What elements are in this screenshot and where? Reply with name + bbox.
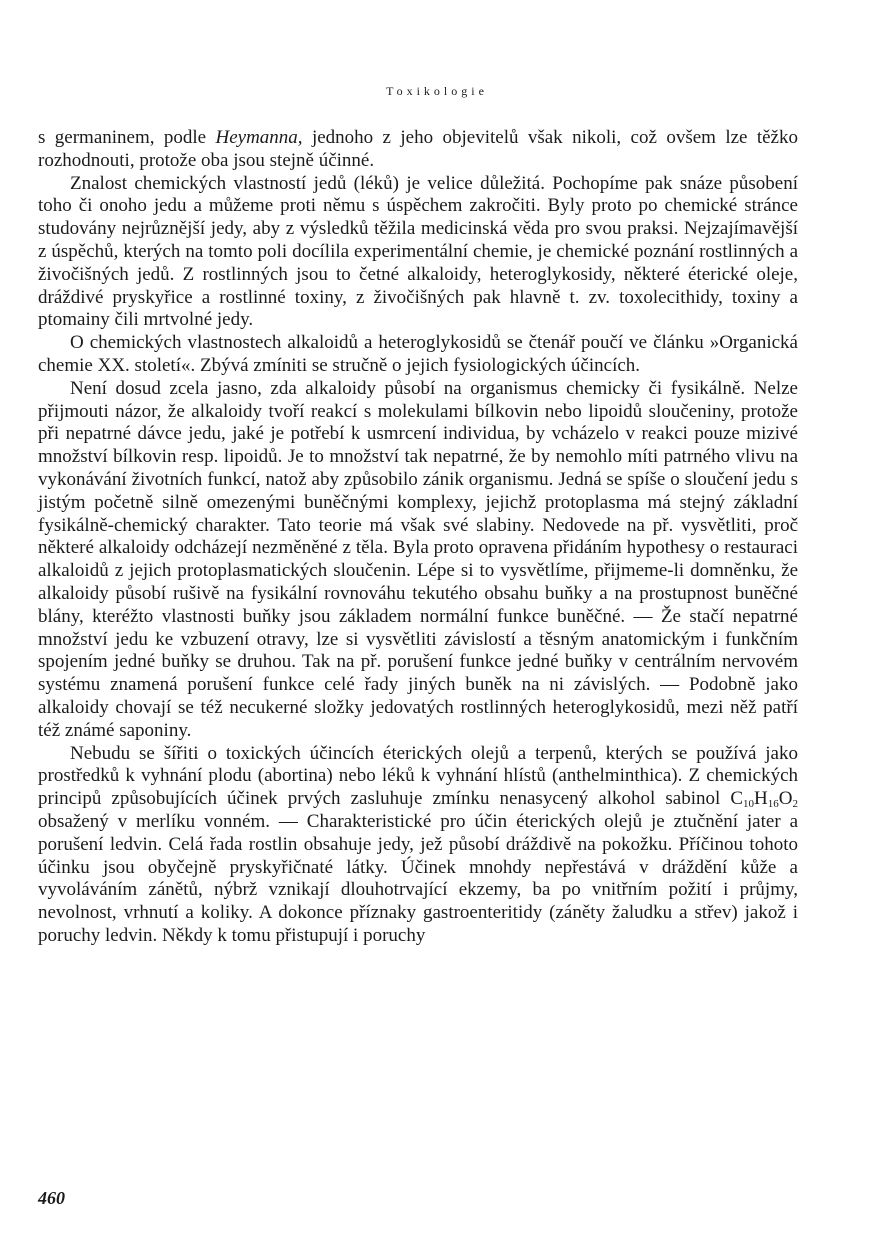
body-text	[38, 127, 798, 948]
formula-element: H	[754, 788, 768, 810]
paragraph-text: obsažený v merlíku vonném. — Charakteristické pro účin éterických olejů je ztučnění jater a porušení ledvin. Celá řada rostlin obsahuje jedy, jež působí dráždivě na pokožku. Příčinou tohoto účinku jsou obyčejně pryskyřičnaté látky. Účinek mnohdy nepřestává v dráždění kůže a vyvoláváním zánětů, nýbrž vznikají dlouhotrvající ekzemy, ba po vnitřním požití i průjmy, nevolnost, vrhnutí a koliky. A dokonce příznaky gastroenteritidy (záněty žaludku a střev) jakož i poruchy ledvin. Někdy k tomu přistupují i poruchy	[38, 810, 798, 946]
chemical-formula	[730, 788, 798, 809]
formula-element: O	[778, 788, 793, 810]
paragraph-essential-oils	[38, 743, 798, 948]
paragraph-chemical-properties: Znalost chemických vlastností jedů (léků) je velice důležitá. Pochopíme pak snáze působení toho či onoho jedu a můžeme proti němu s úspěchem zakročiti. Byly proto po chemické stránce studovány nejrůznější jedy, aby z výsledků těžila medicinská věda pro svou praksi. Nejzajímavější z úspěchů, kterých na tomto poli docílila experimentální chemie, je chemické poznání rostlinných a živočišných jedů. Z rostlinných jsou to četné alkaloidy, heteroglykosidy, některé éterické oleje, dráždivé pryskyřice a rostlinné toxiny, z živočišných pak hlavně t. zv. toxolecithidy, toxiny a ptomainy čili mrtvolné jedy.	[38, 172, 798, 331]
author-name: Heymanna,	[215, 127, 303, 148]
running-header: Toxikologie	[386, 84, 488, 98]
formula-subscript: 10	[743, 798, 755, 811]
paragraph-text: jednoho z jeho objevitelů však nikoli, což ovšem lze těžko rozhodnouti, protože oba jsou stejně účinné.	[38, 127, 798, 171]
paragraph-text: s germaninem, podle	[38, 127, 216, 148]
formula-subscript: 16	[767, 798, 779, 811]
formula-element: C	[730, 788, 744, 810]
paragraph-text: Nebudu se šířiti o toxických účincích éterických olejů a terpenů, kterých se používá jako prostředků k vyhnání plodu (abortina) nebo léků k vyhnání hlístů (anthelminthica). Z chemických principů způsobujících účinek prvých zasluhuje zmínku nenasycený alkohol sabinol	[38, 742, 798, 810]
paragraph-alkaloids-reference: O chemických vlastnostech alkaloidů a heteroglykosidů se čtenář poučí ve článku »Organická chemie XX. století«. Zbývá zmíniti se stručně o jejich fysiologických účincích.	[38, 332, 798, 376]
page-number: 460	[38, 1188, 65, 1208]
paragraph-alkaloid-action: Není dosud zcela jasno, zda alkaloidy působí na organismus chemicky či fysikálně. Nelze přijmouti názor, že alkaloidy tvoří reakcí s molekulami bílkovin nebo lipoidů sloučeniny, protože při nepatrné dávce jedu, jaké je potřebí k usmrcení individua, by vcházelo v reakci pouze mizivé množství bílkovin resp. lipoidů. Je to množství tak nepatrné, že by nemohlo míti patrného vlivu na vykonávání životních funkcí, natož aby způsobilo zánik organismu. Jedná se spíše o sloučení jedu s jistým početně silně omezenými buněčnými komplexy, jejichž protoplasma má stejný základní fysikálně-chemický charakter. Tato teorie má však své slabiny. Nedovede na př. vysvětliti, proč některé alkaloidy odcházejí nezměněné z těla. Byla proto opravena přidáním hypothesy o restauraci alkaloidů z jejich protoplasmatických sloučenin. Lépe si to vysvětlíme, přijmeme-li domněnku, že alkaloidy působí rušivě na fysikální rovnováhu tekutého obsahu buňky a na prostupnost buněčné blány, kteréžto vlastnosti buňky jsou základem normální funkce buněčné. — Že stačí nepatrné množství jedu ke vzbuzení otravy, lze si vysvětliti závislostí a těsným anatomickým i funkčním spojením jedné buňky se druhou. Tak na př. porušení funkce jedné buňky v centrálním nervovém systému znamená porušení funkce celé řady jiných buněk na ni závislých. — Podobně jako alkaloidy chovají se též necukerné složky jedovatých rostlinných heteroglykosidů, mezi něž patří též známé saponiny.	[38, 377, 798, 741]
paragraph-continued	[38, 127, 798, 173]
formula-subscript: 2	[792, 798, 798, 811]
